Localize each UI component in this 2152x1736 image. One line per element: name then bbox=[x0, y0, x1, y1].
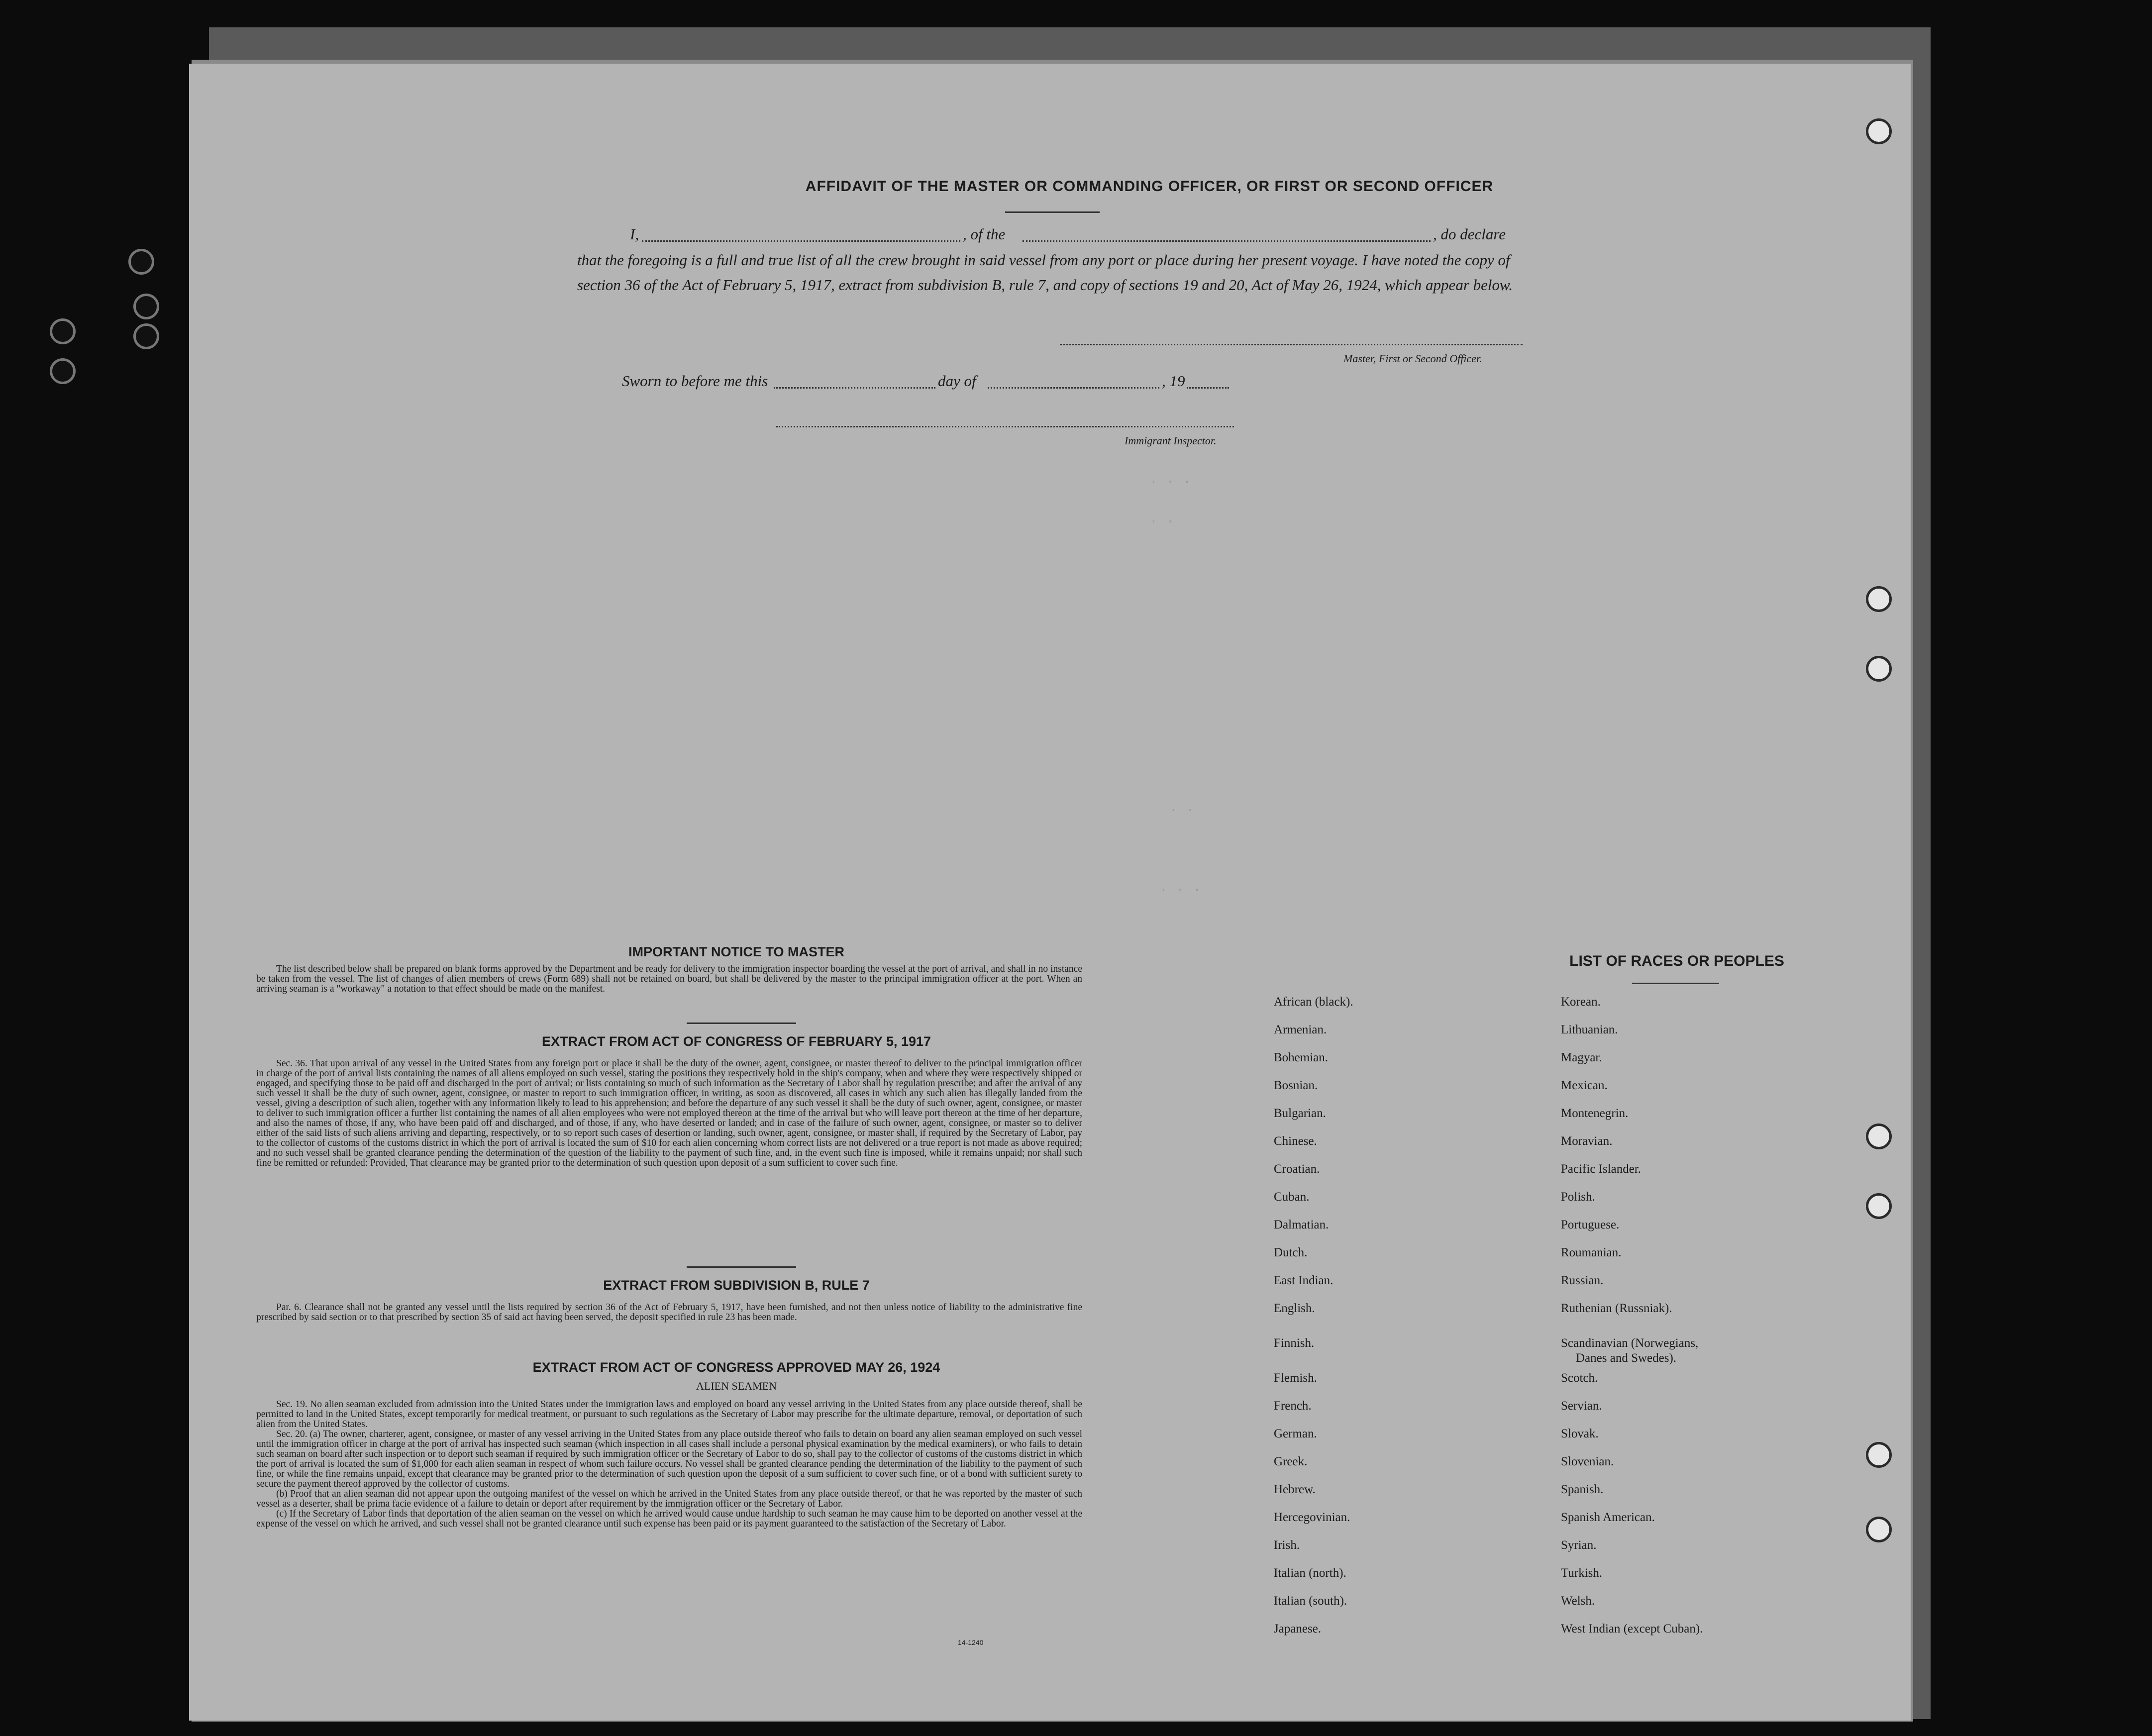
notice-text bbox=[256, 964, 1082, 994]
notice-title: IMPORTANT NOTICE TO MASTER bbox=[628, 944, 844, 959]
race-item: Dalmatian. bbox=[1274, 1218, 1329, 1231]
race-item: Bulgarian. bbox=[1274, 1107, 1326, 1120]
race-item: African (black). bbox=[1274, 995, 1353, 1009]
sec20c-paragraph: (c) If the Secretary of Labor finds that deportation of the alien seaman on the vessel on which he arrived would cause undue hardship to such seaman he may cause him to be deported on another vessel at the expense of the vessel on which he arrived, and such vessel shall not be granted clearance until such expense has been paid or its payment guaranteed to the satisfaction of the Secretary of Labor. bbox=[256, 1509, 1082, 1529]
race-item: Italian (north). bbox=[1274, 1566, 1346, 1580]
race-item: Slovak. bbox=[1561, 1427, 1599, 1440]
race-item: Portuguese. bbox=[1561, 1218, 1620, 1231]
bleed-through-marks: . . bbox=[1149, 511, 1175, 527]
inspector-caption: Immigrant Inspector. bbox=[1125, 434, 1217, 447]
punch-hole bbox=[1866, 1193, 1892, 1219]
form-number: 14-1240 bbox=[958, 1638, 984, 1646]
punch-hole bbox=[1866, 1517, 1892, 1542]
sworn-year-field bbox=[1187, 387, 1229, 389]
race-item: French. bbox=[1274, 1399, 1312, 1413]
race-item: Polish. bbox=[1561, 1190, 1595, 1204]
race-item: Spanish American. bbox=[1561, 1511, 1655, 1524]
notice-paragraph: The list described below shall be prepared on blank forms approved by the Department and be ready for delivery to the immigration inspector boarding the vessel at the port of arrival, and shall in no instance be taken from the vessel. The list of changes of alien members of crews (Form 689) shall not be retained on board, but shall be delivered by the master to the principal immigration officer at the port. When an arriving seaman is a "workaway" a notation to that effect should be made on the manifest. bbox=[256, 964, 1082, 994]
race-item: Spanish. bbox=[1561, 1483, 1604, 1496]
race-item: Scotch. bbox=[1561, 1371, 1598, 1385]
punch-hole bbox=[133, 323, 159, 349]
bleed-through-marks: . . bbox=[1169, 800, 1195, 816]
affidavit-body: that the foregoing is a full and true list of all the crew brought in said vessel from any port or place during her present voyage. I have noted the copy of section 36 of the Act of February 5, 1917, extract from subdivision B, rule 7, and copy of sections 19 and 20, Act of May 26, 1924, which appear below. bbox=[577, 251, 1513, 294]
race-item: Magyar. bbox=[1561, 1051, 1602, 1064]
sworn-month-field bbox=[988, 387, 1159, 389]
race-item: Chinese. bbox=[1274, 1134, 1317, 1148]
race-item: German. bbox=[1274, 1427, 1317, 1440]
punch-hole bbox=[1866, 118, 1892, 144]
punch-hole bbox=[1866, 586, 1892, 612]
races-title: LIST OF RACES OR PEOPLES bbox=[1569, 953, 1784, 969]
race-item: Welsh. bbox=[1561, 1594, 1595, 1608]
alien-seamen-subtitle: ALIEN SEAMEN bbox=[696, 1380, 777, 1392]
race-item: Japanese. bbox=[1274, 1622, 1322, 1635]
race-item: Bosnian. bbox=[1274, 1079, 1318, 1092]
extract-rule7-title: EXTRACT FROM SUBDIVISION B, RULE 7 bbox=[603, 1278, 870, 1293]
section-divider bbox=[687, 1266, 796, 1268]
race-item: Moravian. bbox=[1561, 1134, 1613, 1148]
extract-1924-title: EXTRACT FROM ACT OF CONGRESS APPROVED MAY 26, 1924 bbox=[532, 1360, 940, 1375]
sec36-paragraph: Sec. 36. That upon arrival of any vessel in the United States from any foreign port or place it shall be the duty of the owner, agent, consignee, or master thereof to deliver to the principal immigration officer in charge of the port of arrival lists containing the names of all aliens employed on such vessel, stating the positions they respectively hold in the ship's company, when and where they were respectively shipped or engaged, and specifying those to be paid off and discharged in the port of arrival; or lists containing so much of such information as the Secretary of Labor shall by regulation prescribe; and after the arrival of any such vessel it shall be the duty of such owner, agent, consignee, or master to report to such immigration officer, in writing, as soon as discovered, all cases in which any such alien has illegally landed from the vessel, giving a description of such alien, together with any information likely to lead to his apprehension; and before the departure of any such vessel it shall be the duty of such owner, agent, consignee, or master to deliver to such immigration officer a further list containing the names of all alien employees who were not employed thereon at the time of the arrival but who will leave port thereon at the time of her departure, and also the names of those, if any, who have been paid off and discharged, and of those, if any, who have deserted or landed; and in case of the failure of such owner, agent, consignee, or master so to deliver either of the said lists of such aliens arriving and departing, respectively, or to so report such cases of desertion or landing, such owner, agent, consignee, or master shall, if required by the Secretary of Labor, pay to the collector of customs of the customs district in which the port of arrival is located the sum of $10 for each alien concerning whom correct lists are not delivered or a true report is not made as above required; and no such vessel shall be granted clearance pending the determination of the question of the liability to the payment of such fine, and, in the event such fine is imposed, while it remains unpaid; nor shall such fine be remitted or refunded: Provided, That clearance may be granted prior to the determination of such question upon deposit of a sum sufficient to cover such fine. bbox=[256, 1058, 1082, 1168]
declare-label: , do declare bbox=[1433, 225, 1506, 243]
race-item: Greek. bbox=[1274, 1455, 1308, 1468]
punch-hole bbox=[1866, 656, 1892, 682]
race-item: Ruthenian (Russniak). bbox=[1561, 1302, 1672, 1315]
race-item: Montenegrin. bbox=[1561, 1107, 1629, 1120]
race-item: Croatian. bbox=[1274, 1162, 1320, 1176]
punch-hole bbox=[1866, 1123, 1892, 1149]
race-item: Mexican. bbox=[1561, 1079, 1608, 1092]
extract-1924-text bbox=[256, 1400, 1082, 1529]
punch-hole bbox=[50, 358, 76, 384]
race-item: Bohemian. bbox=[1274, 1051, 1329, 1064]
race-item: Hebrew. bbox=[1274, 1483, 1316, 1496]
title-divider bbox=[1005, 211, 1100, 213]
sworn-day-label: day of bbox=[938, 372, 976, 390]
race-item: Syrian. bbox=[1561, 1538, 1597, 1552]
race-item: Danes and Swedes). bbox=[1576, 1351, 1677, 1365]
bleed-through-marks: . . . bbox=[1149, 472, 1192, 487]
race-item: East Indian. bbox=[1274, 1274, 1333, 1287]
race-item: Roumanian. bbox=[1561, 1246, 1622, 1259]
race-item: Turkish. bbox=[1561, 1566, 1603, 1580]
sworn-label: Sworn to before me this bbox=[622, 372, 768, 390]
race-item: West Indian (except Cuban). bbox=[1561, 1622, 1703, 1635]
par6-paragraph: Par. 6. Clearance shall not be granted any vessel until the lists required by section 36 of the Act of February 5, 1917, have been furnished, and not then unless notice of liability to the administrative fine prescribed by said section or to that prescribed by section 35 of said act having been served, the deposit specified in rule 23 has been made. bbox=[256, 1302, 1082, 1323]
race-item: Pacific Islander. bbox=[1561, 1162, 1641, 1176]
race-item: Irish. bbox=[1274, 1538, 1300, 1552]
officer-caption: Master, First or Second Officer. bbox=[1343, 352, 1482, 365]
document-page bbox=[189, 64, 1911, 1721]
extract-1917-title: EXTRACT FROM ACT OF CONGRESS OF FEBRUARY 5, 1917 bbox=[541, 1034, 931, 1049]
race-item: Servian. bbox=[1561, 1399, 1602, 1413]
race-item: Hercegovinian. bbox=[1274, 1511, 1350, 1524]
punch-hole bbox=[133, 294, 159, 319]
race-item: Cuban. bbox=[1274, 1190, 1310, 1204]
sec20b-paragraph: (b) Proof that an alien seaman did not appear upon the outgoing manifest of the vessel on which he arrived in the United States from any place outside thereof, or that he was reported by the master of such vessel as a deserter, shall be prima facie evidence of a failure to detain or deport after requirement by the immigration officer or the Secretary of Labor. bbox=[256, 1489, 1082, 1509]
vessel-name-field bbox=[1023, 240, 1431, 242]
race-item: Finnish. bbox=[1274, 1336, 1315, 1350]
affidavit-title: AFFIDAVIT OF THE MASTER OR COMMANDING OFFICER, OR FIRST OR SECOND OFFICER bbox=[805, 178, 1494, 195]
race-item: Flemish. bbox=[1274, 1371, 1317, 1385]
bleed-through-marks: . . . bbox=[1159, 880, 1202, 895]
inspector-signature-line bbox=[776, 426, 1234, 427]
extract-1917-text bbox=[256, 1059, 1082, 1168]
sworn-date-field bbox=[774, 387, 935, 389]
race-item: English. bbox=[1274, 1302, 1315, 1315]
race-item: Korean. bbox=[1561, 995, 1601, 1009]
sec20a-paragraph: Sec. 20. (a) The owner, charterer, agent, consignee, or master of any vessel arriving in the United States from any place outside thereof who fails to detain on board any alien seaman employed on such vessel until the immigration officer in charge at the port of arrival has inspected such seaman (which inspection in all cases shall include a personal physical examination by the medical examiners), or who fails to detain such seaman on board after such inspection or to deport such seaman if required by such immigration officer or the Secretary of Labor to do so, shall pay to the collector of customs of the customs district in which the port of arrival is located the sum of $1,000 for each alien seaman in respect of whom such failure occurs. No vessel shall be granted clearance pending the determination of the liability to the payment of such fine, or while the fine remains unpaid, except that clearance may be granted prior to the determination of such question upon the deposit of a sum sufficient to cover such fine, or of a bond with sufficient surety to secure the payment thereof approved by the collector of customs. bbox=[256, 1429, 1082, 1489]
race-item: Italian (south). bbox=[1274, 1594, 1347, 1608]
punch-hole bbox=[128, 249, 154, 275]
races-divider bbox=[1632, 983, 1719, 984]
race-item: Dutch. bbox=[1274, 1246, 1308, 1259]
sec19-paragraph: Sec. 19. No alien seaman excluded from admission into the United States under the immigration laws and employed on board any vessel arriving in the United States from any place outside thereof, shall be permitted to land in the United States, except temporarily for medical treatment, or pursuant to such regulations as the Secretary of Labor may prescribe for the ultimate departure, removal, or deportation of such alien from the United States. bbox=[256, 1399, 1082, 1430]
extract-rule7-text bbox=[256, 1303, 1082, 1323]
race-item: Slovenian. bbox=[1561, 1455, 1614, 1468]
punch-hole bbox=[50, 318, 76, 344]
vessel-of-label: , of the bbox=[963, 225, 1006, 243]
declarant-name-field bbox=[642, 240, 960, 242]
punch-hole bbox=[1866, 1442, 1892, 1468]
section-divider bbox=[687, 1022, 796, 1024]
sworn-year-label: , 19 bbox=[1162, 372, 1185, 390]
officer-signature-line bbox=[1060, 344, 1523, 345]
race-item: Russian. bbox=[1561, 1274, 1604, 1287]
race-item: Scandinavian (Norwegians, bbox=[1561, 1336, 1699, 1350]
race-item: Armenian. bbox=[1274, 1023, 1327, 1036]
race-item: Lithuanian. bbox=[1561, 1023, 1618, 1036]
declarant-label: I, bbox=[630, 225, 639, 243]
